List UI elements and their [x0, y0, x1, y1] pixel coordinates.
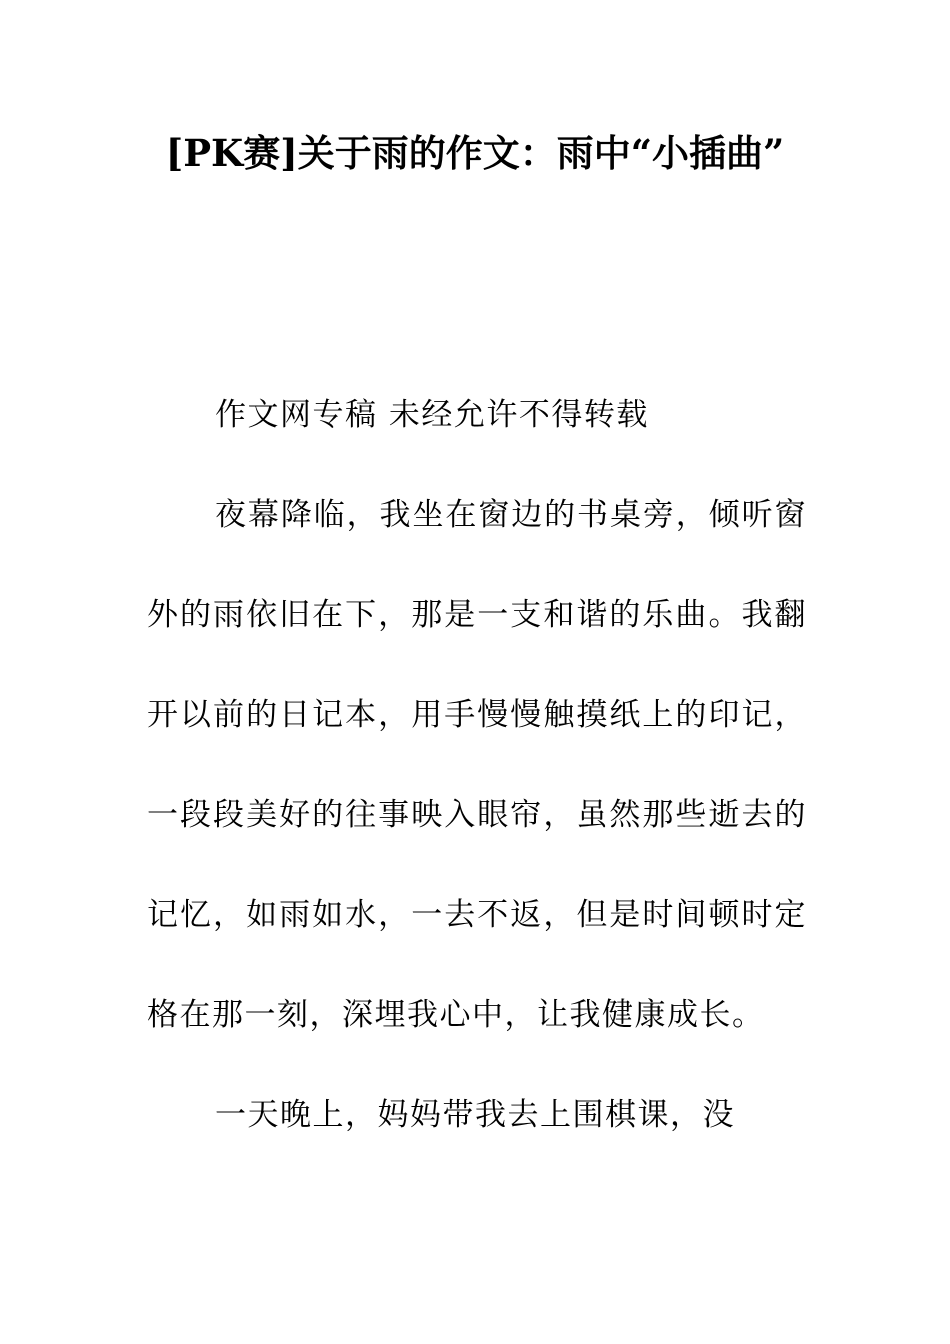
document-body: [147, 365, 807, 1165]
paragraph-notice: 作文网专稿 未经允许不得转载: [215, 397, 649, 433]
document-title: [PK赛]关于雨的作文：雨中“小插曲”: [165, 131, 785, 175]
paragraph-2: 一天晚上，妈妈带我去上围棋课，没: [215, 1097, 735, 1133]
paragraph-1: 夜幕降临，我坐在窗边的书桌旁，倾听窗外的雨依旧在下，那是一支和谐的乐曲。我翻开以前的日记本，用手慢慢触摸纸上的印记，一段段美好的往事映入眼帘，虽然那些逝去的记忆，如雨如水，一去不返，但是时间顿时定格在那一刻，深埋我心中，让我健康成长。: [147, 497, 807, 1033]
